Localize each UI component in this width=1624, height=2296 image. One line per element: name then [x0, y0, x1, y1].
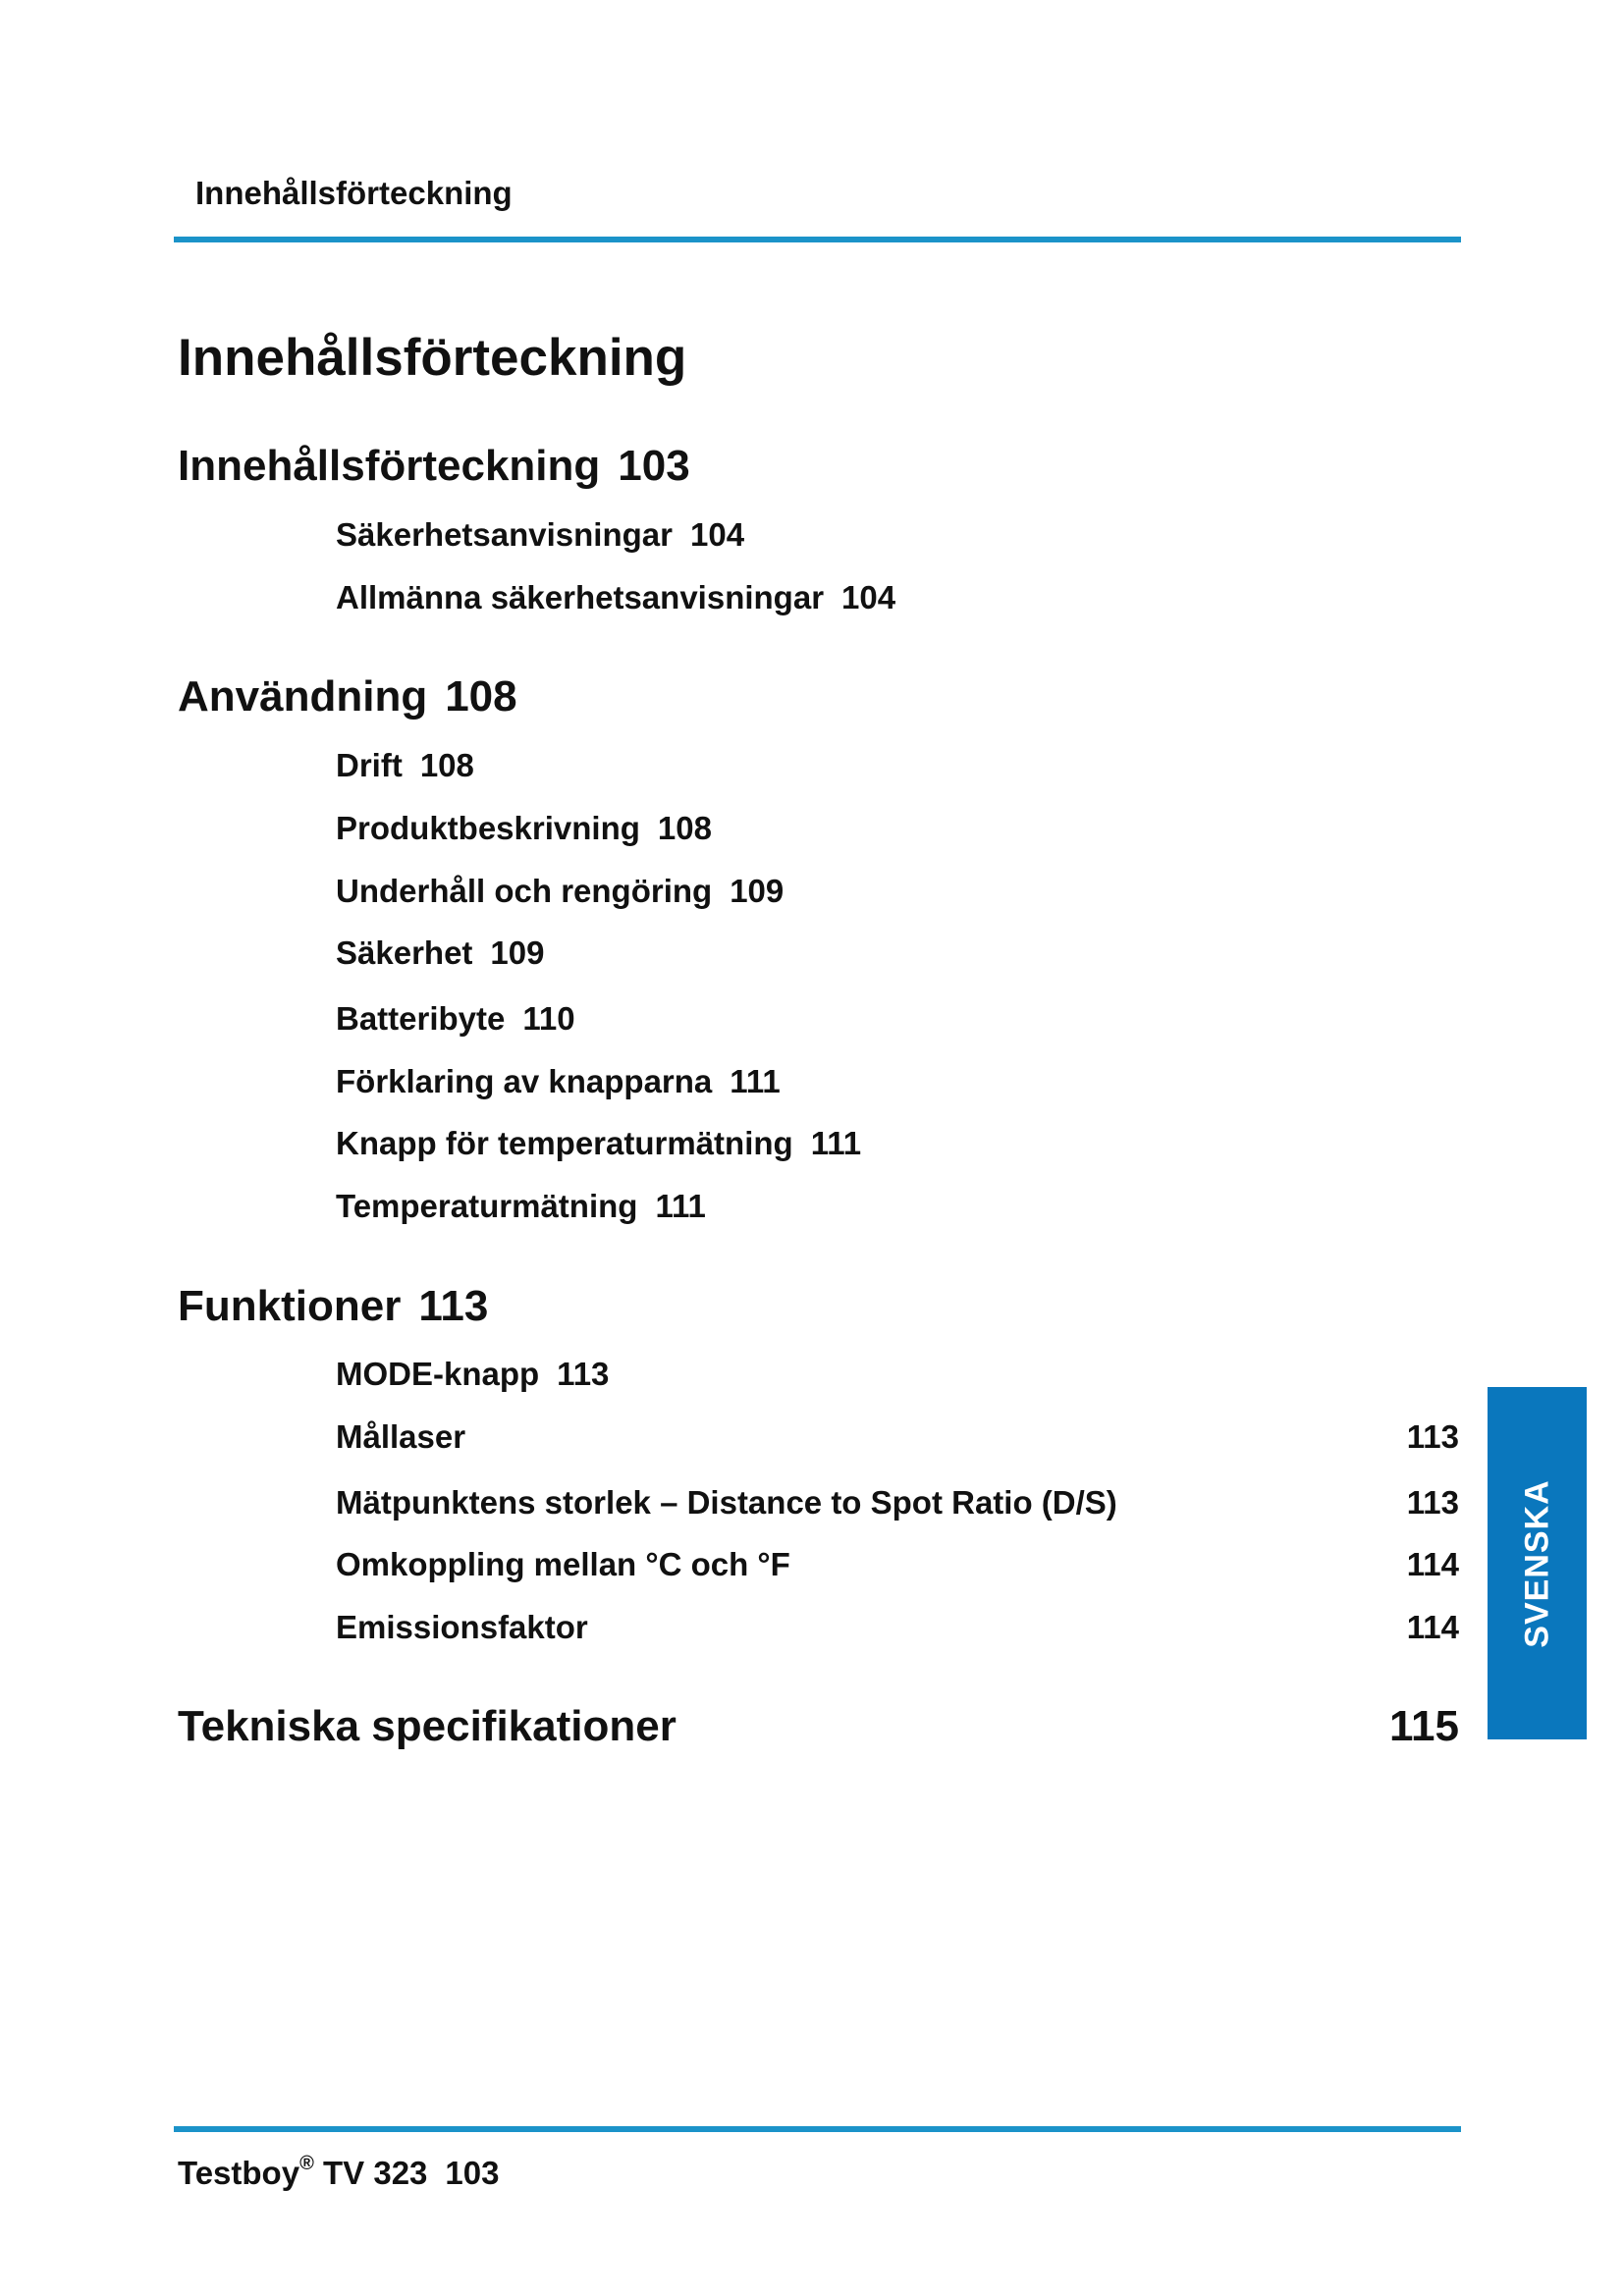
toc-entry-page: 111	[655, 1188, 706, 1224]
toc-section-innehallsforteckning[interactable]	[178, 442, 690, 491]
toc-entry-title: Batteribyte	[336, 1000, 506, 1037]
toc-entry-page: 104	[690, 516, 745, 553]
toc-entry-page[interactable]: 114	[1406, 1609, 1459, 1645]
toc-entry-page[interactable]: 113	[1406, 1418, 1459, 1455]
toc-entry-title: Underhåll och rengöring	[336, 873, 713, 909]
toc-section-page: 113	[418, 1282, 489, 1330]
toc-entry-page: 110	[522, 1000, 575, 1037]
toc-entry-page: 111	[730, 1063, 781, 1099]
toc-entry-page: 109	[730, 873, 785, 909]
registered-mark: ®	[299, 2153, 314, 2174]
toc-section-anvandning[interactable]	[178, 672, 517, 721]
toc-entry-page: 104	[841, 579, 896, 615]
footer	[178, 2155, 499, 2192]
running-header: Innehållsförteckning	[195, 175, 513, 211]
toc-entry[interactable]	[336, 1063, 781, 1100]
toc-entry[interactable]	[336, 579, 895, 616]
toc-entry[interactable]	[336, 810, 712, 847]
toc-entry-title: Säkerhetsanvisningar	[336, 516, 673, 553]
toc-section-page: 108	[445, 672, 517, 721]
footer-brand: Testboy	[178, 2155, 300, 2191]
toc-entry-page[interactable]: 113	[1406, 1484, 1459, 1521]
toc-entry[interactable]	[336, 1356, 609, 1393]
toc-entry-title: Allmänna säkerhetsanvisningar	[336, 579, 825, 615]
toc-entry[interactable]	[336, 1188, 706, 1225]
toc-entry[interactable]	[336, 934, 544, 972]
toc-entry-title: Emissionsfaktor	[336, 1609, 588, 1645]
toc-entry[interactable]	[336, 1418, 465, 1456]
toc-section-title: Funktioner	[178, 1282, 402, 1330]
toc-section-tekniska-specifikationer[interactable]	[178, 1702, 677, 1751]
language-tab-label: SVENSKA	[1518, 1478, 1555, 1648]
toc-entry-page: 108	[419, 747, 474, 783]
toc-entry[interactable]	[336, 1546, 790, 1583]
toc-entry[interactable]	[336, 1484, 1117, 1522]
toc-entry-title: Drift	[336, 747, 403, 783]
toc-entry-title: Produktbeskrivning	[336, 810, 640, 846]
toc-entry[interactable]	[336, 516, 744, 554]
toc-section-title: Innehållsförteckning	[178, 442, 601, 490]
toc-entry-title: Temperaturmätning	[336, 1188, 638, 1224]
footer-model: TV 323	[323, 2155, 428, 2191]
language-tab	[1488, 1387, 1587, 1739]
toc-entry-title: Mätpunktens storlek – Distance to Spot Ratio (D/S)	[336, 1484, 1117, 1521]
toc-entry-page[interactable]: 114	[1406, 1546, 1459, 1582]
toc-entry-title: Förklaring av knapparna	[336, 1063, 713, 1099]
toc-entry-page: 108	[657, 810, 712, 846]
header-rule	[174, 237, 1461, 242]
toc-entry-page: 113	[557, 1356, 610, 1392]
toc-entry[interactable]	[336, 1000, 575, 1038]
toc-entry[interactable]	[336, 747, 474, 784]
toc-entry[interactable]	[336, 1609, 588, 1646]
page-title: Innehållsförteckning	[178, 329, 687, 387]
toc-entry-title: Omkoppling mellan °C och °F	[336, 1546, 790, 1582]
toc-entry-page: 111	[810, 1125, 862, 1161]
toc-entry-title: MODE-knapp	[336, 1356, 540, 1392]
toc-section-title: Tekniska specifikationer	[178, 1702, 677, 1750]
toc-section-page[interactable]: 115	[1389, 1702, 1459, 1750]
toc-entry-title: Mållaser	[336, 1418, 466, 1455]
toc-section-funktioner[interactable]	[178, 1282, 488, 1331]
toc-section-page: 103	[618, 442, 690, 490]
toc-entry[interactable]	[336, 873, 784, 910]
footer-page-number: 103	[445, 2155, 500, 2191]
footer-rule	[174, 2126, 1461, 2132]
toc-entry-title: Knapp för temperaturmätning	[336, 1125, 793, 1161]
toc-entry[interactable]	[336, 1125, 861, 1162]
toc-entry-page: 109	[490, 934, 545, 971]
toc-section-title: Användning	[178, 672, 428, 721]
toc-entry-title: Säkerhet	[336, 934, 473, 971]
